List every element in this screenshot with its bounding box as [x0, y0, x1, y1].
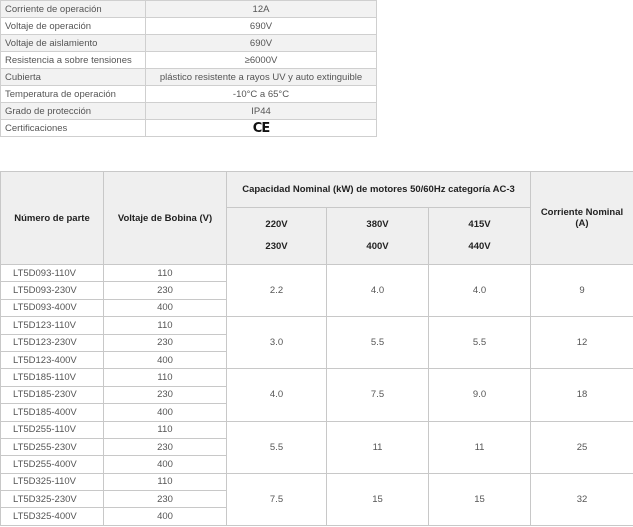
- coil-voltage: 400: [104, 404, 227, 421]
- capacity-380: 5.5: [327, 317, 429, 369]
- motor-capacity-table: [0, 171, 633, 526]
- table-row: [1, 369, 633, 386]
- spec-value: plástico resistente a rayos UV y auto extinguible: [146, 69, 377, 86]
- nominal-current: 18: [531, 369, 633, 421]
- part-number: LT5D093-110V: [1, 265, 104, 282]
- capacity-415: 11: [429, 421, 531, 473]
- spec-row: [1, 52, 377, 69]
- spec-value: -10°C a 65°C: [146, 86, 377, 103]
- spec-row: [1, 69, 377, 86]
- spec-row: [1, 103, 377, 120]
- part-number: LT5D185-110V: [1, 369, 104, 386]
- spec-label: Corriente de operación: [1, 1, 146, 18]
- part-number: LT5D123-230V: [1, 334, 104, 351]
- spec-value: 690V: [146, 35, 377, 52]
- coil-voltage: 110: [104, 265, 227, 282]
- coil-voltage: 110: [104, 421, 227, 438]
- spec-label: Voltaje de aislamiento: [1, 35, 146, 52]
- coil-voltage: 230: [104, 438, 227, 455]
- capacity-380: 11: [327, 421, 429, 473]
- capacity-415: 4.0: [429, 265, 531, 317]
- table-row: [1, 265, 633, 282]
- spec-label: Temperatura de operación: [1, 86, 146, 103]
- spec-value: [146, 120, 377, 137]
- spec-label: Certificaciones: [1, 120, 146, 137]
- spec-label: Resistencia a sobre tensiones: [1, 52, 146, 69]
- part-number: LT5D185-230V: [1, 386, 104, 403]
- part-number: LT5D123-400V: [1, 351, 104, 368]
- capacity-380: 4.0: [327, 265, 429, 317]
- ce-mark-icon: CE: [252, 120, 270, 136]
- header-current: Corriente Nominal (A): [531, 172, 633, 265]
- header-part-number: Número de parte: [1, 172, 104, 265]
- capacity-380: 7.5: [327, 369, 429, 421]
- capacity-415: 5.5: [429, 317, 531, 369]
- header-voltage-220: 220V 230V: [227, 208, 327, 265]
- spec-label: Cubierta: [1, 69, 146, 86]
- part-number: LT5D255-110V: [1, 421, 104, 438]
- capacity-220: 2.2: [227, 265, 327, 317]
- coil-voltage: 110: [104, 473, 227, 490]
- spec-row: [1, 18, 377, 35]
- spec-row: [1, 1, 377, 18]
- table-row: [1, 421, 633, 438]
- spec-label: Voltaje de operación: [1, 18, 146, 35]
- header-coil-voltage: Voltaje de Bobina (V): [104, 172, 227, 265]
- spec-value: 690V: [146, 18, 377, 35]
- spec-row: [1, 86, 377, 103]
- spec-value: IP44: [146, 103, 377, 120]
- coil-voltage: 110: [104, 317, 227, 334]
- capacity-220: 3.0: [227, 317, 327, 369]
- part-number: LT5D325-110V: [1, 473, 104, 490]
- spec-row: [1, 35, 377, 52]
- nominal-current: 12: [531, 317, 633, 369]
- part-number: LT5D255-400V: [1, 456, 104, 473]
- nominal-current: 25: [531, 421, 633, 473]
- spec-table: [0, 0, 377, 137]
- part-number: LT5D185-400V: [1, 404, 104, 421]
- part-number: LT5D325-400V: [1, 508, 104, 525]
- part-number: LT5D123-110V: [1, 317, 104, 334]
- spec-value: ≥6000V: [146, 52, 377, 69]
- header-capacity: Capacidad Nominal (kW) de motores 50/60Hz categoría AC-3: [227, 172, 531, 208]
- coil-voltage: 230: [104, 334, 227, 351]
- coil-voltage: 400: [104, 456, 227, 473]
- nominal-current: 32: [531, 473, 633, 525]
- table-row: [1, 473, 633, 490]
- part-number: LT5D093-400V: [1, 299, 104, 316]
- table-row: [1, 317, 633, 334]
- coil-voltage: 230: [104, 386, 227, 403]
- spec-row: [1, 120, 377, 137]
- capacity-220: 4.0: [227, 369, 327, 421]
- capacity-220: 7.5: [227, 473, 327, 525]
- capacity-380: 15: [327, 473, 429, 525]
- header-voltage-380: 380V 400V: [327, 208, 429, 265]
- part-number: LT5D093-230V: [1, 282, 104, 299]
- header-voltage-415: 415V 440V: [429, 208, 531, 265]
- capacity-415: 15: [429, 473, 531, 525]
- coil-voltage: 400: [104, 299, 227, 316]
- coil-voltage: 230: [104, 491, 227, 508]
- coil-voltage: 400: [104, 351, 227, 368]
- spec-label: Grado de protección: [1, 103, 146, 120]
- capacity-415: 9.0: [429, 369, 531, 421]
- coil-voltage: 110: [104, 369, 227, 386]
- part-number: LT5D255-230V: [1, 438, 104, 455]
- coil-voltage: 400: [104, 508, 227, 525]
- coil-voltage: 230: [104, 282, 227, 299]
- spec-value: 12A: [146, 1, 377, 18]
- capacity-220: 5.5: [227, 421, 327, 473]
- part-number: LT5D325-230V: [1, 491, 104, 508]
- nominal-current: 9: [531, 265, 633, 317]
